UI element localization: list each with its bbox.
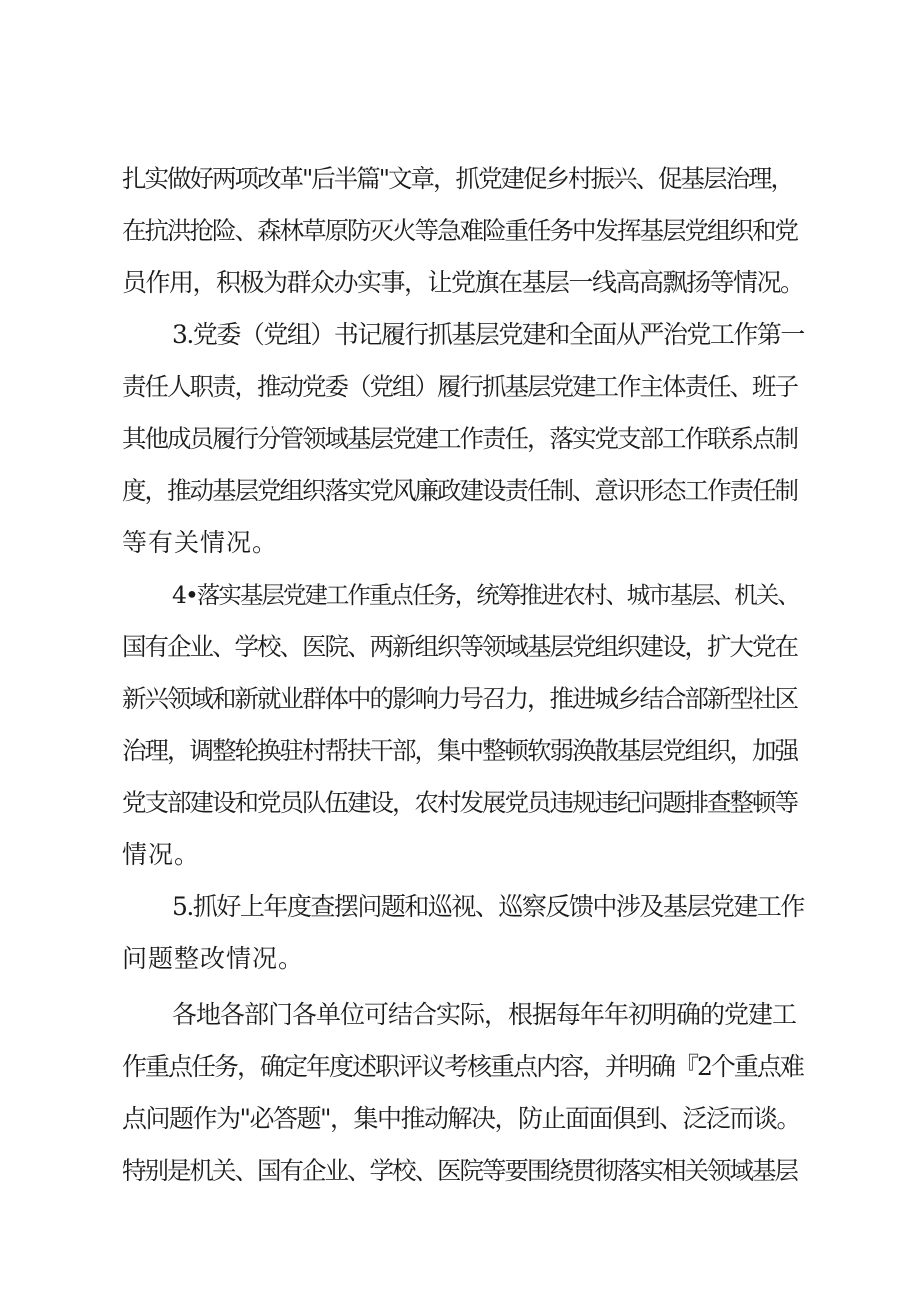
text-line: 党支部建设和党员队伍建设，农村发展党员违规违纪问题排查整顿等: [122, 788, 797, 817]
text-line: 情况。: [122, 840, 201, 869]
text-line: 5.抓好上年度查摆问题和巡视、巡察反馈中涉及基层党建工作: [172, 892, 804, 921]
text-line: 度，推动基层党组织落实党风廉政建设责任制、意识形态工作责任制: [122, 476, 797, 505]
text-line: 责任人职责，推动党委（党组）履行抓基层党建工作主体责任、班子: [122, 372, 797, 401]
text-line: 治理，调整轮换驻村帮扶干部，集中整顿软弱涣散基层党组织，加强: [122, 736, 797, 765]
text-line: 各地各部门各单位可结合实际，根据每年年初明确的党建工: [172, 1000, 797, 1029]
text-line: 在抗洪抢险、森林草原防灭火等急难险重任务中发挥基层党组织和党: [122, 216, 797, 245]
text-line: 4•落实基层党建工作重点任务，统筹推进农村、城市基层、机关、: [172, 581, 799, 609]
text-line: 3.党委（党组）书记履行抓基层党建和全面从严治党工作第一: [172, 320, 804, 349]
text-line: 员作用，积极为群众办实事，让党旗在基层一线高高飘扬等情况。: [122, 268, 804, 297]
text-line: 特别是机关、国有企业、学校、医院等要围绕贯彻落实相关领域基层: [122, 1156, 797, 1185]
text-line: 点问题作为"必答题"，集中推动解决，防止面面俱到、泛泛而谈。: [122, 1104, 801, 1133]
text-line: 扎实做好两项改革"后半篇"文章，抓党建促乡村振兴、促基层治理，: [122, 164, 794, 193]
text-line: 等有关情况。: [122, 528, 279, 557]
text-line: 新兴领域和新就业群体中的影响力号召力，推进城乡结合部新型社区: [122, 684, 797, 713]
text-line: 国有企业、学校、医院、两新组织等领域基层党组织建设，扩大党在: [122, 632, 797, 661]
text-line: 作重点任务，确定年度述职评议考核重点内容，并明确『2个重点难: [122, 1052, 803, 1081]
text-line: 问题整改情况。: [122, 944, 305, 973]
text-line: 其他成员履行分管领域基层党建工作责任，落实党支部工作联系点制: [122, 424, 797, 453]
